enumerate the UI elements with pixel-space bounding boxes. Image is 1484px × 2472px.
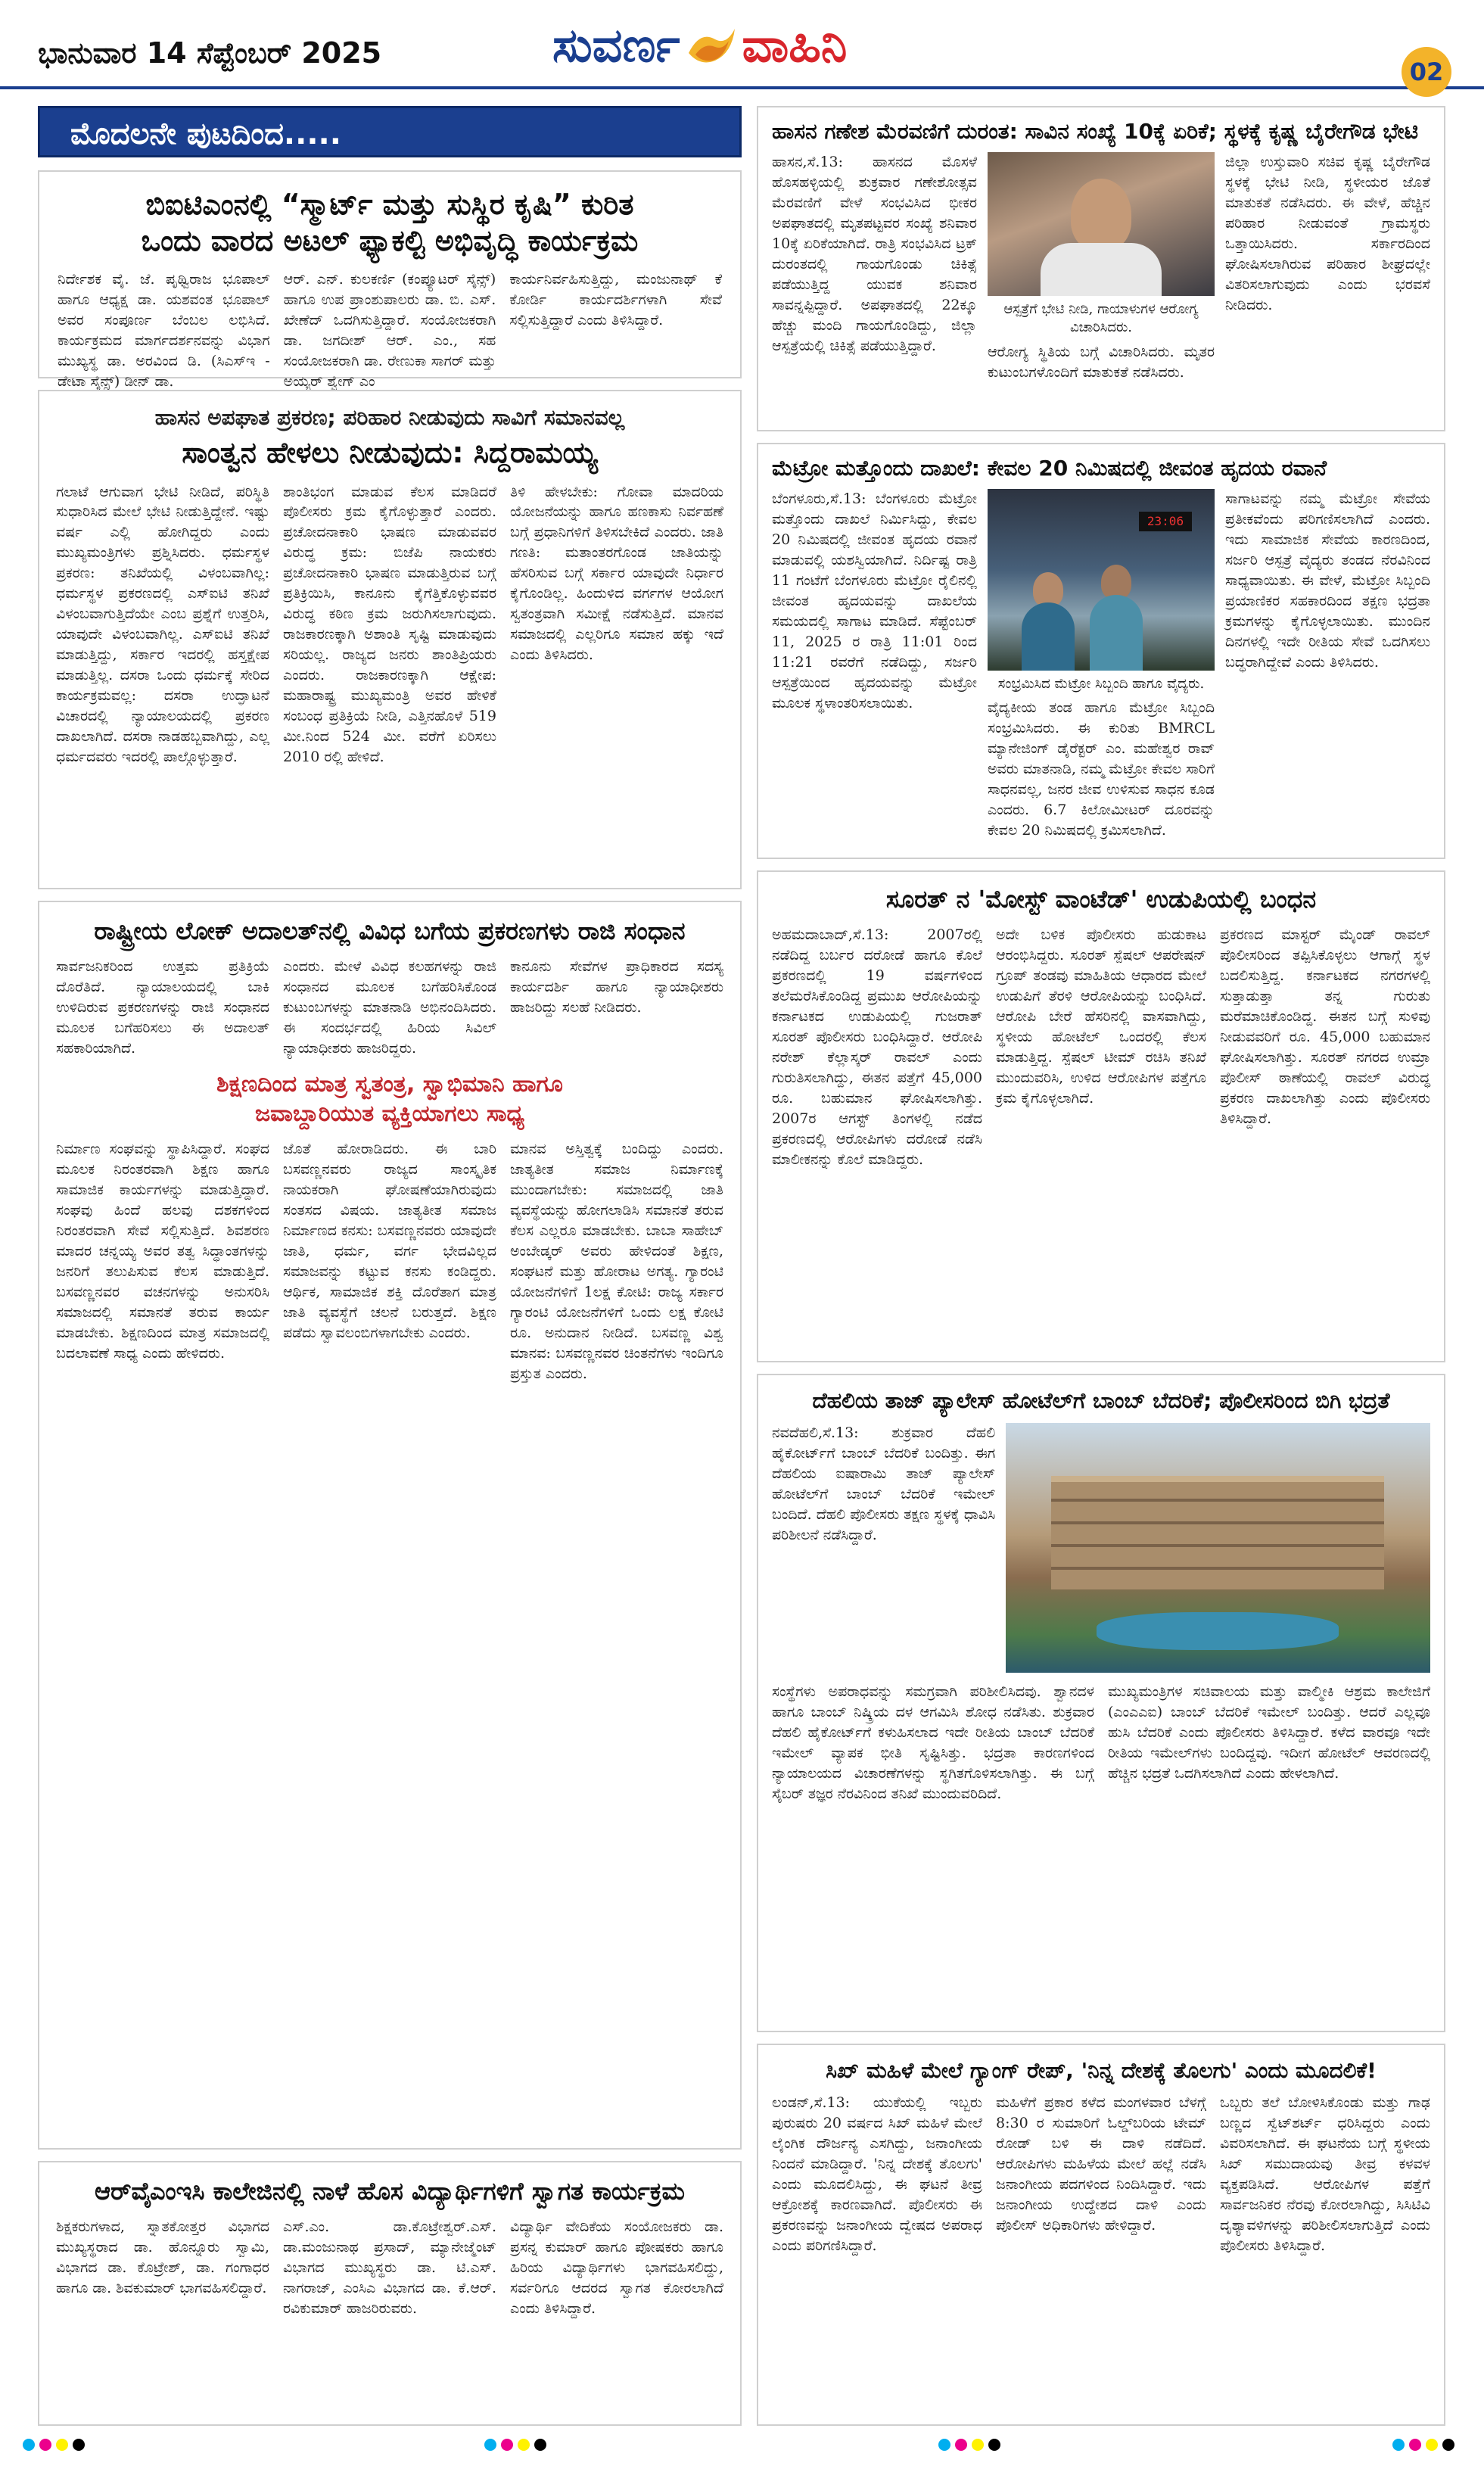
article-body-col1: ಲಂಡನ್,ಸೆ.13: ಯುಕೆಯಲ್ಲಿ ಇಬ್ಬರು ಪುರುಷರು 20 ವರ್ಷದ ಸಿಖ್ ಮಹಿಳೆ ಮೇಲೆ ಲೈಂಗಿಕ ದೌರ್ಜನ್ಯ ಎಸಗಿದ್ದು, ಜನಾಂಗೀಯ ನಿಂದನೆ ಮಾಡಿದ್ದಾರೆ. 'ನಿನ್ನ ದೇಶಕ್ಕೆ ತೊಲಗು' ಎಂದು ಮೂದಲಿಸಿದ್ದು, ಈ ಘಟನೆ ತೀವ್ರ ಆಕ್ರೋಶಕ್ಕೆ ಕಾರಣವಾಗಿದೆ. ಪೊಲೀಸರು ಈ ಪ್ರಕರಣವನ್ನು ಜನಾಂಗೀಯ ದ್ವೇಷದ ಅಪರಾಧ ಎಂದು ಪರಿಗಣಿಸಿದ್ದಾರೆ. (772, 2094, 982, 2254)
article-headline: ಮೆಟ್ರೋ ಮತ್ತೊಂದು ದಾಖಲೆ: ಕೇವಲ 20 ನಿಮಿಷದಲ್ಲಿ ಜೀವಂತ ಹೃದಯ ರವಾನೆ (772, 456, 1327, 481)
article-body-col1: ಶಿಕ್ಷಕರುಗಳಾದ, ಸ್ನಾತಕೋತ್ತರ ವಿಭಾಗದ ಮುಖ್ಯಸ್ಥರಾದ ಡಾ. ಹೊನ್ನೂರು ಸ್ವಾಮಿ, ವಿಭಾಗದ ಡಾ. ಕೊಟ್ರೇಶ್, ಡಾ. ಗಂಗಾಧರ ಹಾಗೂ ಡಾ. ಶಿವಕುಮಾರ್ ಭಾಗವಹಿಸಲಿದ್ದಾರೆ. (56, 2218, 269, 2296)
article-headline: ದೆಹಲಿಯ ತಾಜ್ ಪ್ಯಾಲೇಸ್ ಹೋಟೆಲ್‌ಗೆ ಬಾಂಬ್ ಬೆದರಿಕೆ; ಪೊಲೀಸರಿಂದ ಬಿಗಿ ಭದ್ರತೆ (812, 1388, 1390, 1413)
print-registration-marks (23, 2439, 85, 2451)
article-hassan (757, 106, 1445, 431)
article-body-col2: ಶಾಂತಿಭಂಗ ಮಾಡುವ ಕೆಲಸ ಮಾಡಿದರೆ ಪೊಲೀಸರು ಕ್ರಮ ಕೈಗೊಳ್ಳುತ್ತಾರೆ ಎಂದರು. ಪ್ರಚೋದನಾಕಾರಿ ಭಾಷಣ ಮಾಡುವವರ ವಿರುದ್ಧ ಕ್ರಮ: ಬಿಜೆಪಿ ನಾಯಕರು ಪ್ರಚೋದನಾಕಾರಿ ಭಾಷಣ ಮಾಡುತ್ತಿರುವ ಬಗ್ಗೆ ಪ್ರತಿಕ್ರಿಯಿಸಿ, ಕಾನೂನು ಕೈಗೆತ್ತಿಕೊಳ್ಳುವವರ ವಿರುದ್ಧ ಕಠಿಣ ಕ್ರಮ ಜರುಗಿಸಲಾಗುವುದು. ರಾಜಕಾರಣಕ್ಕಾಗಿ ಅಶಾಂತಿ ಸೃಷ್ಟಿ ಮಾಡುವುದು ಸರಿಯಲ್ಲ. ರಾಜ್ಯದ ಜನರು ಶಾಂತಿಪ್ರಿಯರು ಎಂದರು. ರಾಜಕಾರಣಕ್ಕಾಗಿ ಆಕ್ಷೇಪ: ಮಹಾರಾಷ್ಟ್ರ ಮುಖ್ಯಮಂತ್ರಿ ಅವರ ಹೇಳಿಕೆ ಸಂಬಂಧ ಪ್ರತಿಕ್ರಿಯೆ ನೀಡಿ, ಎತ್ತಿನಹೊಳೆ 519 ಮೀ.ನಿಂದ 524 ಮೀ. ವರೆಗೆ ಏರಿಸಲು 2010 ರಲ್ಲಿ ಹೇಳಿದೆ. (283, 483, 496, 766)
news-photo: 23:06 (988, 489, 1215, 671)
newspaper-logo (552, 15, 847, 76)
photo-caption: ಸಂಭ್ರಮಿಸಿದ ಮೆಟ್ರೋ ಸಿಬ್ಬಂದಿ ಹಾಗೂ ವೈದ್ಯರು. (997, 676, 1205, 692)
article-london (757, 2044, 1445, 2426)
article-headline: ಆರ್‌ವೈಎಂಇಸಿ ಕಾಲೇಜಿನಲ್ಲಿ ನಾಳೆ ಹೊಸ ವಿದ್ಯಾರ್ಥಿಗಳಿಗೆ ಸ್ವಾಗತ ಕಾರ್ಯಕ್ರಮ (95, 2177, 685, 2206)
article-sub-body-col3: ಮಾನವ ಅಸ್ತಿತ್ವಕ್ಕೆ ಬಂದಿದ್ದು ಎಂದರು. ಜಾತ್ಯತೀತ ಸಮಾಜ ನಿರ್ಮಾಣಕ್ಕೆ ಮುಂದಾಗಬೇಕು: ಸಮಾಜದಲ್ಲಿ ಜಾತಿ ವ್ಯವಸ್ಥೆಯನ್ನು ಹೋಗಲಾಡಿಸಿ ಸಮಾನತೆ ತರುವ ಕೆಲಸ ಎಲ್ಲರೂ ಮಾಡಬೇಕು. ಬಾಬಾ ಸಾಹೇಬ್ ಅಂಬೇಡ್ಕರ್ ಅವರು ಹೇಳಿದಂತೆ ಶಿಕ್ಷಣ, ಸಂಘಟನೆ ಮತ್ತು ಹೋರಾಟ ಅಗತ್ಯ. ಗ್ಯಾರಂಟಿ ಯೋಜನೆಗಳಿಗೆ 1ಲಕ್ಷ ಕೋಟಿ: ರಾಜ್ಯ ಸರ್ಕಾರ ಗ್ಯಾರಂಟಿ ಯೋಜನೆಗಳಿಗೆ ಒಂದು ಲಕ್ಷ ಕೋಟಿ ರೂ. ಅನುದಾನ ನೀಡಿದೆ. ಬಸವಣ್ಣ ವಿಶ್ವ ಮಾನವ: ಬಸವಣ್ಣನವರ ಚಿಂತನೆಗಳು ಇಂದಿಗೂ ಪ್ರಸ್ತುತ ಎಂದರು. (510, 1140, 723, 1382)
logo-text-suvarna: ಸುವರ್ಣ (552, 17, 680, 73)
article-rv-college (38, 2161, 742, 2426)
article-headline: ಸಾಂತ್ವನ ಹೇಳಲು ನೀಡುವುದು: ಸಿದ್ದರಾಮಯ್ಯ (182, 436, 598, 469)
article-subheadline: ಶಿಕ್ಷಣದಿಂದ ಮಾತ್ರ ಸ್ವತಂತ್ರ, ಸ್ವಾಭಿಮಾನಿ ಹಾಗೂ (216, 1070, 563, 1097)
article-headline: ಸೂರತ್ ನ 'ಮೋಸ್ಟ್ ವಾಂಟೆಡ್' ಉಡುಪಿಯಲ್ಲಿ ಬಂಧನ (885, 885, 1317, 914)
article-body-col3: ವಿದ್ಯಾರ್ಥಿ ವೇದಿಕೆಯ ಸಂಯೋಜಕರು ಡಾ. ಪ್ರಸನ್ನ ಕುಮಾರ್ ಹಾಗೂ ಪೋಷಕರು ಹಾಗೂ ಹಿರಿಯ ವಿದ್ಯಾರ್ಥಿಗಳು ಭಾಗವಹಿಸಲಿದ್ದು, ಸರ್ವರಿಗೂ ಆದರದ ಸ್ವಾಗತ ಕೋರಲಾಗಿದೆ ಎಂದು ತಿಳಿಸಿದ್ದಾರೆ. (510, 2218, 723, 2317)
article-body-col2: ಮಹಿಳೆಗೆ ಪ್ರಕಾರ ಕಳೆದ ಮಂಗಳವಾರ ಬೆಳಗ್ಗೆ 8:30 ರ ಸುಮಾರಿಗೆ ಓಲ್ಡ್‌ಬರಿಯ ಟೇಮ್ ರೋಡ್ ಬಳಿ ಈ ದಾಳಿ ನಡೆದಿದೆ. ಆರೋಪಿಗಳು ಮಹಿಳೆಯ ಮೇಲೆ ಹಲ್ಲೆ ನಡೆಸಿ ಜನಾಂಗೀಯ ಪದಗಳಿಂದ ನಿಂದಿಸಿದ್ದಾರೆ. ಇದು ಜನಾಂಗೀಯ ಉದ್ದೇಶದ ದಾಳಿ ಎಂದು ಪೊಲೀಸ್ ಅಧಿಕಾರಿಗಳು ಹೇಳಿದ್ದಾರೆ. (996, 2094, 1206, 2234)
article-body-col2: ಎಸ್.ಎಂ. ಡಾ.ಕೊಟ್ರೇಶ್ವರ್.ಎಸ್. ಡಾ.ಮಂಜುನಾಥ ಪ್ರಸಾದ್, ಮ್ಯಾನೇಜ್ಮೆಂಟ್ ವಿಭಾಗದ ಮುಖ್ಯಸ್ಥರು ಡಾ. ಟಿ.ಎಸ್. ನಾಗರಾಜ್, ಎಂಸಿಎ ವಿಭಾಗದ ಡಾ. ಕೆ.ಆರ್. ರವಿಕುಮಾರ್ ಹಾಜರಿರುವರು. (283, 2218, 496, 2317)
article-sub-body-col2: ಜೊತೆ ಹೋರಾಡಿದರು. ಈ ಬಾರಿ ಬಸವಣ್ಣನವರು ರಾಜ್ಯದ ಸಾಂಸ್ಕೃತಿಕ ನಾಯಕರಾಗಿ ಘೋಷಣೆಯಾಗಿರುವುದು ಸಂತಸದ ವಿಷಯ. ಜಾತ್ಯತೀತ ಸಮಾಜ ನಿರ್ಮಾಣದ ಕನಸು: ಬಸವಣ್ಣನವರು ಯಾವುದೇ ಜಾತಿ, ಧರ್ಮ, ವರ್ಗ ಭೇದವಿಲ್ಲದ ಸಮಾಜವನ್ನು ಕಟ್ಟುವ ಕನಸು ಕಂಡಿದ್ದರು. ಆರ್ಥಿಕ, ಸಾಮಾಜಿಕ ಶಕ್ತಿ ದೊರೆತಾಗ ಮಾತ್ರ ಜಾತಿ ವ್ಯವಸ್ಥೆಗೆ ಚಲನೆ ಬರುತ್ತದೆ. ಶಿಕ್ಷಣ ಪಡೆದು ಸ್ವಾವಲಂಬಿಗಳಾಗಬೇಕು ಎಂದರು. (283, 1140, 496, 1341)
flame-icon (685, 23, 738, 68)
page-number-badge: 02 (1402, 47, 1451, 97)
article-body-col3: ತಿಳಿ ಹೇಳಬೇಕು: ಗೋವಾ ಮಾದರಿಯ ಯೋಜನೆಯನ್ನು ಹಾಗೂ ಹಣಕಾಸು ನಿರ್ವಹಣೆ ಬಗ್ಗೆ ಪ್ರಧಾನಿಗಳಿಗೆ ತಿಳಿಸಬೇಕಿದೆ ಎಂದರು. ಜಾತಿ ಗಣತಿ: ಮತಾಂತರಗೊಂಡ ಜಾತಿಯನ್ನು ಹೆಸರಿಸುವ ಬಗ್ಗೆ ಸರ್ಕಾರ ಯಾವುದೇ ನಿರ್ಧಾರ ಕೈಗೊಂಡಿಲ್ಲ. ಹಿಂದುಳಿದ ವರ್ಗಗಳ ಆಯೋಗ ಸ್ವತಂತ್ರವಾಗಿ ಸಮೀಕ್ಷೆ ನಡೆಸುತ್ತಿದೆ. ಮಾನವ ಸಮಾಜದಲ್ಲಿ ಎಲ್ಲರಿಗೂ ಸಮಾನ ಹಕ್ಕು ಇದೆ ಎಂದು ತಿಳಿಸಿದರು. (510, 483, 723, 664)
article-headline: ರಾಷ್ಟ್ರೀಯ ಲೋಕ್ ಅದಾಲತ್‌ನಲ್ಲಿ ವಿವಿಧ ಬಗೆಯ ಪ್ರಕರಣಗಳು ರಾಜಿ ಸಂಧಾನ (94, 917, 686, 945)
print-registration-marks (938, 2439, 1000, 2451)
article-body-col3: ಒಬ್ಬರು ತಲೆ ಬೋಳಿಸಿಕೊಂಡು ಮತ್ತು ಗಾಢ ಬಣ್ಣದ ಸ್ವೆಟ್‌ಶರ್ಟ್ ಧರಿಸಿದ್ದರು ಎಂದು ವಿವರಿಸಲಾಗಿದೆ. ಈ ಘಟನೆಯ ಬಗ್ಗೆ ಸ್ಥಳೀಯ ಸಿಖ್ ಸಮುದಾಯವು ತೀವ್ರ ಕಳವಳ ವ್ಯಕ್ತಪಡಿಸಿದೆ. ಆರೋಪಿಗಳ ಪತ್ತೆಗೆ ಸಾರ್ವಜನಿಕರ ನೆರವು ಕೋರಲಾಗಿದ್ದು, ಸಿಸಿಟಿವಿ ದೃಶ್ಯಾವಳಿಗಳನ್ನು ಪರಿಶೀಲಿಸಲಾಗುತ್ತಿದೆ ಎಂದು ಪೊಲೀಸರು ತಿಳಿಸಿದ್ದಾರೆ. (1220, 2094, 1430, 2254)
article-body-col3: ಪ್ರಕರಣದ ಮಾಸ್ಟರ್ ಮೈಂಡ್ ರಾವಲ್ ಪೊಲೀಸರಿಂದ ತಪ್ಪಿಸಿಕೊಳ್ಳಲು ಆಗಾಗ್ಗೆ ಸ್ಥಳ ಬದಲಿಸುತ್ತಿದ್ದ. ಕರ್ನಾಟಕದ ನಗರಗಳಲ್ಲಿ ಸುತ್ತಾಡುತ್ತಾ ತನ್ನ ಗುರುತು ಮರೆಮಾಚಿಕೊಂಡಿದ್ದ. ಈತನ ಬಗ್ಗೆ ಸುಳಿವು ನೀಡುವವರಿಗೆ ರೂ. 45,000 ಬಹುಮಾನ ಘೋಷಿಸಲಾಗಿತ್ತು. ಸೂರತ್ ನಗರದ ಉಮ್ರಾ ಪೊಲೀಸ್ ಠಾಣೆಯಲ್ಲಿ ರಾವಲ್ ವಿರುದ್ಧ ಪ್ರಕರಣ ದಾಖಲಾಗಿತ್ತು ಎಂದು ಪೊಲೀಸರು ತಿಳಿಸಿದ್ದಾರೆ. (1220, 926, 1430, 1127)
logo-text-vahini: ವಾಹಿನಿ (742, 17, 848, 73)
article-body-col2: ಆರ್. ಎನ್. ಕುಲಕರ್ಣಿ (ಕಂಪ್ಯೂಟರ್ ಸೈನ್ಸ್) ಹಾಗೂ ಉಪ ಪ್ರಾಂಶುಪಾಲರು ಡಾ. ಬಿ. ಎಸ್. ಖೇಣೆದ್ ಒದಗಿಸುತ್ತಿದ್ದಾರೆ. ಸಂಯೋಜಕರಾಗಿ ಡಾ. ಜಗದೀಶ್ ಆರ್. ಎಂ., ಸಹ ಸಂಯೋಜಕರಾಗಿ ಡಾ. ರೇಣುಕಾ ಸಾಗರ್ ಮತ್ತು ಅಯ್ಯರ್ ಶ್ವೇಗ್ ಎಂ (283, 271, 496, 390)
article-body-col1: ಸಾರ್ವಜನಿಕರಿಂದ ಉತ್ತಮ ಪ್ರತಿಕ್ರಿಯೆ ದೊರೆತಿದೆ. ನ್ಯಾಯಾಲಯದಲ್ಲಿ ಬಾಕಿ ಉಳಿದಿರುವ ಪ್ರಕರಣಗಳನ್ನು ರಾಜಿ ಸಂಧಾನದ ಮೂಲಕ ಬಗೆಹರಿಸಲು ಈ ಅದಾಲತ್ ಸಹಕಾರಿಯಾಗಿದೆ. (56, 958, 269, 1057)
article-smart-farming (38, 170, 742, 390)
photo-caption: ಆಸ್ಪತ್ರೆಗೆ ಭೇಟಿ ನೀಡಿ, ಗಾಯಾಳುಗಳ ಆರೋಗ್ಯ ವಿಚಾರಿಸಿದರು. (1003, 301, 1199, 336)
article-headline: ಬಿಐಟಿಎಂನಲ್ಲಿ “ಸ್ಮಾರ್ಟ್ ಮತ್ತು ಸುಸ್ಥಿರ ಕೃಷಿ” ಕುರಿತ (145, 188, 634, 221)
article-lok-adalat (38, 901, 742, 2150)
article-body-col1: ಬೆಂಗಳೂರು,ಸೆ.13: ಬೆಂಗಳೂರು ಮೆಟ್ರೋ ಮತ್ತೊಂದು ದಾಖಲೆ ನಿರ್ಮಿಸಿದ್ದು, ಕೇವಲ 20 ನಿಮಿಷದಲ್ಲಿ ಜೀವಂತ ಹೃದಯ ರವಾನೆ ಮಾಡುವಲ್ಲಿ ಯಶಸ್ವಿಯಾಗಿದೆ. ನಿರ್ದಿಷ್ಟ ರಾತ್ರಿ 11 ಗಂಟೆಗೆ ಬೆಂಗಳೂರು ಮೆಟ್ರೋ ರೈಲಿನಲ್ಲಿ ಜೀವಂತ ಹೃದಯವನ್ನು ದಾಖಲೆಯ ಸಮಯದಲ್ಲಿ ಸಾಗಾಟ ಮಾಡಿದೆ. ಸೆಪ್ಟೆಂಬರ್ 11, 2025 ರ ರಾತ್ರಿ 11:01 ರಿಂದ 11:21 ರವರೆಗೆ ನಡೆದಿದ್ದು, ಸರ್ಜರಿ ಆಸ್ಪತ್ರೆಯಿಂದ ಹೃದಯವನ್ನು ಮೆಟ್ರೋ ಮೂಲಕ ಸ್ಥಳಾಂತರಿಸಲಾಯಿತು. (772, 490, 977, 711)
article-body-col2: ಅದೇ ಬಳಿಕ ಪೊಲೀಸರು ಹುಡುಕಾಟ ಆರಂಭಿಸಿದ್ದರು. ಸೂರತ್ ಸ್ಪೆಷಲ್ ಆಪರೇಷನ್ ಗ್ರೂಪ್ ತಂಡವು ಮಾಹಿತಿಯ ಆಧಾರದ ಮೇಲೆ ಉಡುಪಿಗೆ ತೆರಳಿ ಆರೋಪಿಯನ್ನು ಬಂಧಿಸಿದೆ. ಆರೋಪಿ ಬೇರೆ ಹೆಸರಿನಲ್ಲಿ ವಾಸವಾಗಿದ್ದು, ಸ್ಥಳೀಯ ಹೋಟೆಲ್ ಒಂದರಲ್ಲಿ ಕೆಲಸ ಮಾಡುತ್ತಿದ್ದ. ಸ್ಪೆಷಲ್ ಟೀಮ್ ರಚಿಸಿ ತನಿಖೆ ಮುಂದುವರಿಸಿ, ಉಳಿದ ಆರೋಪಿಗಳ ಪತ್ತೆಗೂ ಕ್ರಮ ಕೈಗೊಳ್ಳಲಾಗಿದೆ. (996, 926, 1206, 1107)
section-banner: ಮೊದಲನೇ ಪುಟದಿಂದ..... (38, 106, 742, 157)
article-body-col3: ಕಾರ್ಯನಿರ್ವಹಿಸುತ್ತಿದ್ದು, ಮಂಜುನಾಥ್ ಕೆ ಕೋರ್ಡಿ ಕಾರ್ಯದರ್ಶಿಗಳಾಗಿ ಸೇವೆ ಸಲ್ಲಿಸುತ್ತಿದ್ದಾರೆ ಎಂದು ತಿಳಿಸಿದ್ದಾರೆ. (509, 271, 722, 328)
print-registration-marks (1392, 2439, 1454, 2451)
article-sub-body-col1: ನಿರ್ಮಾಣ ಸಂಘವನ್ನು ಸ್ಥಾಪಿಸಿದ್ದಾರೆ. ಸಂಘದ ಮೂಲಕ ನಿರಂತರವಾಗಿ ಶಿಕ್ಷಣ ಹಾಗೂ ಸಾಮಾಜಿಕ ಕಾರ್ಯಗಳನ್ನು ಮಾಡುತ್ತಿದ್ದಾರೆ. ಸಂಘವು ಹಿಂದೆ ಹಲವು ದಶಕಗಳಿಂದ ನಿರಂತರವಾಗಿ ಸೇವೆ ಸಲ್ಲಿಸುತ್ತಿದೆ. ಶಿವಶರಣ ಮಾದರ ಚನ್ನಯ್ಯ ಅವರ ತತ್ವ ಸಿದ್ಧಾಂತಗಳನ್ನು ಜನರಿಗೆ ತಲುಪಿಸುವ ಕೆಲಸ ಮಾಡುತ್ತಿದೆ. ಬಸವಣ್ಣನವರ ವಚನಗಳನ್ನು ಅನುಸರಿಸಿ ಸಮಾಜದಲ್ಲಿ ಸಮಾನತೆ ತರುವ ಕಾರ್ಯ ಮಾಡಬೇಕು. ಶಿಕ್ಷಣದಿಂದ ಮಾತ್ರ ಸಮಾಜದಲ್ಲಿ ಬದಲಾವಣೆ ಸಾಧ್ಯ ಎಂದು ಹೇಳಿದರು. (56, 1140, 269, 1362)
article-taj-hotel (757, 1374, 1445, 2032)
article-kicker: ಹಾಸನ ಅಪಘಾತ ಪ್ರಕರಣ; ಪರಿಹಾರ ನೀಡುವುದು ಸಾವಿಗೆ ಸಮಾನವಲ್ಲ (154, 405, 625, 430)
issue-date: ಭಾನುವಾರ 14 ಸೆಪ್ಟೆಂಬರ್ 2025 (38, 36, 382, 70)
print-registration-marks (484, 2439, 546, 2451)
article-headline: ಹಾಸನ ಗಣೇಶ ಮೆರವಣಿಗೆ ದುರಂತ: ಸಾವಿನ ಸಂಖ್ಯೆ 10ಕ್ಕೆ ಏರಿಕೆ; ಸ್ಥಳಕ್ಕೆ ಕೃಷ್ಣ ಬೈರೇಗೌಡ ಭೇಟಿ (772, 119, 1418, 144)
hotel-photo (1006, 1423, 1430, 1673)
article-body-col1: ನಿರ್ದೇಶಕ ವೈ. ಜೆ. ಪೃಥ್ವಿರಾಜ ಭೂಪಾಲ್ ಹಾಗೂ ಆಧ್ಯಕ್ಷ ಡಾ. ಯಶವಂತ ಭೂಪಾಲ್ ಅವರ ಸಂಪೂರ್ಣ ಬೆಂಬಲ ಲಭಿಸಿದೆ. ಕಾರ್ಯಕ್ರಮದ ಮಾರ್ಗದರ್ಶನವನ್ನು ವಿಭಾಗ ಮುಖ್ಯಸ್ಥ ಡಾ. ಅರವಿಂದ ಡಿ. (ಸಿಎಸ್ಇ - ಡೇಟಾ ಸೈನ್ಸ್) ಡೀನ್ ಡಾ. (58, 271, 270, 390)
article-body-col3: ಜಿಲ್ಲಾ ಉಸ್ತುವಾರಿ ಸಚಿವ ಕೃಷ್ಣ ಬೈರೇಗೌಡ ಸ್ಥಳಕ್ಕೆ ಭೇಟಿ ನೀಡಿ, ಸ್ಥಳೀಯರ ಜೊತೆ ಮಾತುಕತೆ ನಡೆಸಿದರು. ಈ ವೇಳೆ, ಹೆಚ್ಚಿನ ಪರಿಹಾರ ನೀಡುವಂತೆ ಗ್ರಾಮಸ್ಥರು ಒತ್ತಾಯಿಸಿದರು. ಸರ್ಕಾರದಿಂದ ಘೋಷಿಸಲಾಗಿರುವ ಪರಿಹಾರ ಶೀಘ್ರದಲ್ಲೇ ವಿತರಿಸಲಾಗುವುದು ಎಂದು ಭರವಸೆ ನೀಡಿದರು. (1225, 154, 1430, 313)
article-surat (757, 870, 1445, 1362)
article-body-col3: ಸಾಗಾಟವನ್ನು ನಮ್ಮ ಮೆಟ್ರೋ ಸೇವೆಯ ಪ್ರತೀಕವೆಂದು ಪರಿಗಣಿಸಲಾಗಿದೆ ಎಂದರು. ಇದು ಸಾಮಾಜಿಕ ಸೇವೆಯ ಕಾರಣದಿಂದ, ಸರ್ಜರಿ ಆಸ್ಪತ್ರೆ ವೈದ್ಯರು ತಂಡದ ನೆರವಿನಿಂದ ಸಾಧ್ಯವಾಯಿತು. ಈ ವೇಳೆ, ಮೆಟ್ರೋ ಸಿಬ್ಬಂದಿ ಪ್ರಯಾಣಿಕರ ಸಹಕಾರದಿಂದ ತಕ್ಷಣ ಭದ್ರತಾ ಕ್ರಮಗಳನ್ನು ಕೈಗೊಳ್ಳಲಾಯಿತು. ಮುಂದಿನ ದಿನಗಳಲ್ಲಿ ಇದೇ ರೀತಿಯ ಸೇವೆ ಒದಗಿಸಲು ಬದ್ಧರಾಗಿದ್ದೇವೆ ಎಂದು ತಿಳಿಸಿದರು. (1225, 490, 1430, 671)
article-body-col3: ಮುಖ್ಯಮಂತ್ರಿಗಳ ಸಚಿವಾಲಯ ಮತ್ತು ವಾಲ್ಮೀಕಿ ಆಶ್ರಮ ಕಾಲೇಜಿಗೆ (ಎಂಎಎಐ) ಬಾಂಬ್ ಬೆದರಿಕೆ ಇಮೇಲ್ ಬಂದಿತ್ತು. ಆದರೆ ಎಲ್ಲವೂ ಹುಸಿ ಬೆದರಿಕೆ ಎಂದು ಪೊಲೀಸರು ತಿಳಿಸಿದ್ದಾರೆ. ಕಳೆದ ವಾರವೂ ಇದೇ ರೀತಿಯ ಇಮೇಲ್‌ಗಳು ಬಂದಿದ್ದವು. ಇದೀಗ ಹೋಟೆಲ್ ಆವರಣದಲ್ಲಿ ಹೆಚ್ಚಿನ ಭದ್ರತೆ ಒದಗಿಸಲಾಗಿದೆ ಎಂದು ಹೇಳಲಾಗಿದೆ. (1108, 1683, 1430, 1782)
masthead (0, 0, 1484, 89)
article-headline-line2: ಒಂದು ವಾರದ ಅಟಲ್ ಫ್ಯಾಕಲ್ಟಿ ಅಭಿವೃದ್ಧಿ ಕಾರ್ಯಕ್ರಮ (141, 223, 639, 257)
article-body-col1: ಹಾಸನ,ಸೆ.13: ಹಾಸನದ ಮೊಸಳೆ ಹೊಸಹಳ್ಳಿಯಲ್ಲಿ ಶುಕ್ರವಾರ ಗಣೇಶೋತ್ಸವ ಮೆರವಣಿಗೆ ವೇಳೆ ಸಂಭವಿಸಿದ ಭೀಕರ ಅಪಘಾತದಲ್ಲಿ ಮೃತಪಟ್ಟವರ ಸಂಖ್ಯೆ ಶನಿವಾರ 10ಕ್ಕೆ ಏರಿಕೆಯಾಗಿದೆ. ರಾತ್ರಿ ಸಂಭವಿಸಿದ ಟ್ರಕ್ ದುರಂತದಲ್ಲಿ ಗಾಯಗೊಂಡು ಚಿಕಿತ್ಸೆ ಪಡೆಯುತ್ತಿದ್ದ ಯುವಕ ಶನಿವಾರ ಸಾವನ್ನಪ್ಪಿದ್ದಾರೆ. ಅಪಘಾತದಲ್ಲಿ 22ಕ್ಕೂ ಹೆಚ್ಚು ಮಂದಿ ಗಾಯಗೊಂಡಿದ್ದು, ಜಿಲ್ಲಾ ಆಸ್ಪತ್ರೆಯಲ್ಲಿ ಚಿಕಿತ್ಸೆ ಪಡೆಯುತ್ತಿದ್ದಾರೆ. (772, 154, 977, 354)
article-body-col2: ವೈದ್ಯಕೀಯ ತಂಡ ಹಾಗೂ ಮೆಟ್ರೋ ಸಿಬ್ಬಂದಿ ಸಂಭ್ರಮಿಸಿದರು. ಈ ಕುರಿತು BMRCL ಮ್ಯಾನೇಜಿಂಗ್ ಡೈರೆಕ್ಟರ್ ಎಂ. ಮಹೇಶ್ವರ ರಾವ್ ಅವರು ಮಾತನಾಡಿ, ನಮ್ಮ ಮೆಟ್ರೋ ಕೇವಲ ಸಾರಿಗೆ ಸಾಧನವಲ್ಲ, ಜನರ ಜೀವ ಉಳಿಸುವ ಸಾಧನ ಕೂಡ ಎಂದರು. 6.7 ಕಿಲೋಮೀಟರ್ ದೂರವನ್ನು ಕೇವಲ 20 ನಿಮಿಷದಲ್ಲಿ ಕ್ರಮಿಸಲಾಗಿದೆ. (988, 699, 1215, 839)
article-body-col1: ನವದೆಹಲಿ,ಸೆ.13: ಶುಕ್ರವಾರ ದೆಹಲಿ ಹೈಕೋರ್ಟ್‌ಗೆ ಬಾಂಬ್ ಬೆದರಿಕೆ ಬಂದಿತ್ತು. ಈಗ ದೆಹಲಿಯ ಐಷಾರಾಮಿ ತಾಜ್ ಪ್ಯಾಲೇಸ್ ಹೋಟೆಲ್‌ಗೆ ಬಾಂಬ್ ಬೆದರಿಕೆ ಇಮೇಲ್ ಬಂದಿದೆ. ದೆಹಲಿ ಪೊಲೀಸರು ತಕ್ಷಣ ಸ್ಥಳಕ್ಕೆ ಧಾವಿಸಿ ಪರಿಶೀಲನೆ ನಡೆಸಿದ್ದಾರೆ. (772, 1424, 996, 1543)
article-siddaramaiah (38, 390, 742, 889)
article-body-col2: ಆರೋಗ್ಯ ಸ್ಥಿತಿಯ ಬಗ್ಗೆ ವಿಚಾರಿಸಿದರು. ಮೃತರ ಕುಟುಂಬಗಳೊಂದಿಗೆ ಮಾತುಕತೆ ನಡೆಸಿದರು. (988, 343, 1215, 381)
article-headline: ಸಿಖ್ ಮಹಿಳೆ ಮೇಲೆ ಗ್ಯಾಂಗ್ ರೇಪ್, 'ನಿನ್ನ ದೇಶಕ್ಕೆ ತೊಲಗು' ಎಂದು ಮೂದಲಿಕೆ! (826, 2058, 1377, 2083)
article-body-col2: ಸಂಸ್ಥೆಗಳು ಅಪರಾಧವನ್ನು ಸಮಗ್ರವಾಗಿ ಪರಿಶೀಲಿಸಿದವು. ಶ್ವಾನದಳ ಹಾಗೂ ಬಾಂಬ್ ನಿಷ್ಕ್ರಿಯ ದಳ ಆಗಮಿಸಿ ಶೋಧ ನಡೆಸಿತು. ಶುಕ್ರವಾರ ದೆಹಲಿ ಹೈಕೋರ್ಟ್‌ಗೆ ಕಳುಹಿಸಲಾದ ಇದೇ ರೀತಿಯ ಬಾಂಬ್ ಬೆದರಿಕೆ ಇಮೇಲ್ ವ್ಯಾಪಕ ಭೀತಿ ಸೃಷ್ಟಿಸಿತ್ತು. ಭದ್ರತಾ ಕಾರಣಗಳಿಂದ ನ್ಯಾಯಾಲಯದ ವಿಚಾರಣೆಗಳನ್ನು ಸ್ಥಗಿತಗೊಳಿಸಲಾಗಿತ್ತು. ಈ ಬಗ್ಗೆ ಸೈಬರ್ ತಜ್ಞರ ನೆರವಿನಿಂದ ತನಿಖೆ ಮುಂದುವರಿದಿದೆ. (772, 1683, 1094, 1802)
article-body-col1: ಅಹಮದಾಬಾದ್,ಸೆ.13: 2007ರಲ್ಲಿ ನಡೆದಿದ್ದ ಬರ್ಬರ ದರೋಡೆ ಹಾಗೂ ಕೊಲೆ ಪ್ರಕರಣದಲ್ಲಿ 19 ವರ್ಷಗಳಿಂದ ತಲೆಮರೆಸಿಕೊಂಡಿದ್ದ ಪ್ರಮುಖ ಆರೋಪಿಯನ್ನು ಕರ್ನಾಟಕದ ಉಡುಪಿಯಲ್ಲಿ ಗುಜರಾತ್ ಸೂರತ್ ಪೊಲೀಸರು ಬಂಧಿಸಿದ್ದಾರೆ. ಆರೋಪಿ ನರೇಶ್ ಕೆಲ್ಲಾಸ್ಕರ್ ರಾವಲ್ ಎಂದು ಗುರುತಿಸಲಾಗಿದ್ದು, ಈತನ ಪತ್ತೆಗೆ 45,000 ರೂ. ಬಹುಮಾನ ಘೋಷಿಸಲಾಗಿತ್ತು. 2007ರ ಆಗಸ್ಟ್ ತಿಂಗಳಲ್ಲಿ ನಡೆದ ಪ್ರಕರಣದಲ್ಲಿ ಆರೋಪಿಗಳು ದರೋಡೆ ನಡೆಸಿ ಮಾಲೀಕನನ್ನು ಕೊಲೆ ಮಾಡಿದ್ದರು. (772, 926, 982, 1168)
article-body-col3: ಕಾನೂನು ಸೇವೆಗಳ ಪ್ರಾಧಿಕಾರದ ಸದಸ್ಯ ಕಾರ್ಯದರ್ಶಿ ಹಾಗೂ ನ್ಯಾಯಾಧೀಶರು ಹಾಜರಿದ್ದು ಸಲಹೆ ನೀಡಿದರು. (510, 958, 723, 1016)
article-subheadline-line2: ಜವಾಬ್ದಾರಿಯುತ ವ್ಯಕ್ತಿಯಾಗಲು ಸಾಧ್ಯ (254, 1100, 525, 1127)
article-body-col2: ಎಂದರು. ಮೇಳೆ ವಿವಿಧ ಕಲಹಗಳನ್ನು ರಾಜಿ ಸಂಧಾನದ ಮೂಲಕ ಬಗೆಹರಿಸಿಕೊಂಡ ಕುಟುಂಬಗಳನ್ನು ಮಾತನಾಡಿ ಅಭಿನಂದಿಸಿದರು. ಈ ಸಂದರ್ಭದಲ್ಲಿ ಹಿರಿಯ ಸಿವಿಲ್ ನ್ಯಾಯಾಧೀಶರು ಹಾಜರಿದ್ದರು. (283, 958, 496, 1057)
article-metro (757, 443, 1445, 859)
article-body-col1: ಗಲಾಟೆ ಆಗುವಾಗ ಭೇಟಿ ನೀಡಿದೆ, ಪರಿಸ್ಥಿತಿ ಸುಧಾರಿಸಿದ ಮೇಲೆ ಭೇಟಿ ನೀಡುತ್ತಿದ್ದೇನೆ. ಇಷ್ಟು ವರ್ಷ ಎಲ್ಲಿ ಹೋಗಿದ್ದರು ಎಂದು ಮುಖ್ಯಮಂತ್ರಿಗಳು ಪ್ರಶ್ನಿಸಿದರು. ಧರ್ಮಸ್ಥಳ ಪ್ರಕರಣ: ತನಿಖೆಯಲ್ಲಿ ವಿಳಂಬವಾಗಿಲ್ಲ: ಧರ್ಮಸ್ಥಳ ಪ್ರಕರಣದಲ್ಲಿ ಎಸ್ಐಟಿ ತನಿಖೆ ವಿಳಂಬವಾಗುತ್ತಿದೆಯೇ ಎಂಬ ಪ್ರಶ್ನೆಗೆ ಉತ್ತರಿಸಿ, ಯಾವುದೇ ವಿಳಂಬವಾಗಿಲ್ಲ. ಎಸ್ಐಟಿ ತನಿಖೆ ಮಾಡುತ್ತಿದ್ದು, ಸರ್ಕಾರ ಇದರಲ್ಲಿ ಹಸ್ತಕ್ಷೇಪ ಮಾಡುತ್ತಿಲ್ಲ. ದಸರಾ ಒಂದು ಧರ್ಮಕ್ಕೆ ಸೇರಿದ ಕಾರ್ಯಕ್ರಮವಲ್ಲ: ದಸರಾ ಉದ್ಘಾಟನೆ ವಿಚಾರದಲ್ಲಿ ನ್ಯಾಯಾಲಯದಲ್ಲಿ ಪ್ರಕರಣ ದಾಖಲಾಗಿದೆ. ದಸರಾ ನಾಡಹಬ್ಬವಾಗಿದ್ದು, ಎಲ್ಲ ಧರ್ಮದವರು ಇದರಲ್ಲಿ ಪಾಲ್ಗೊಳ್ಳುತ್ತಾರೆ. (56, 483, 269, 766)
news-photo (988, 152, 1215, 296)
